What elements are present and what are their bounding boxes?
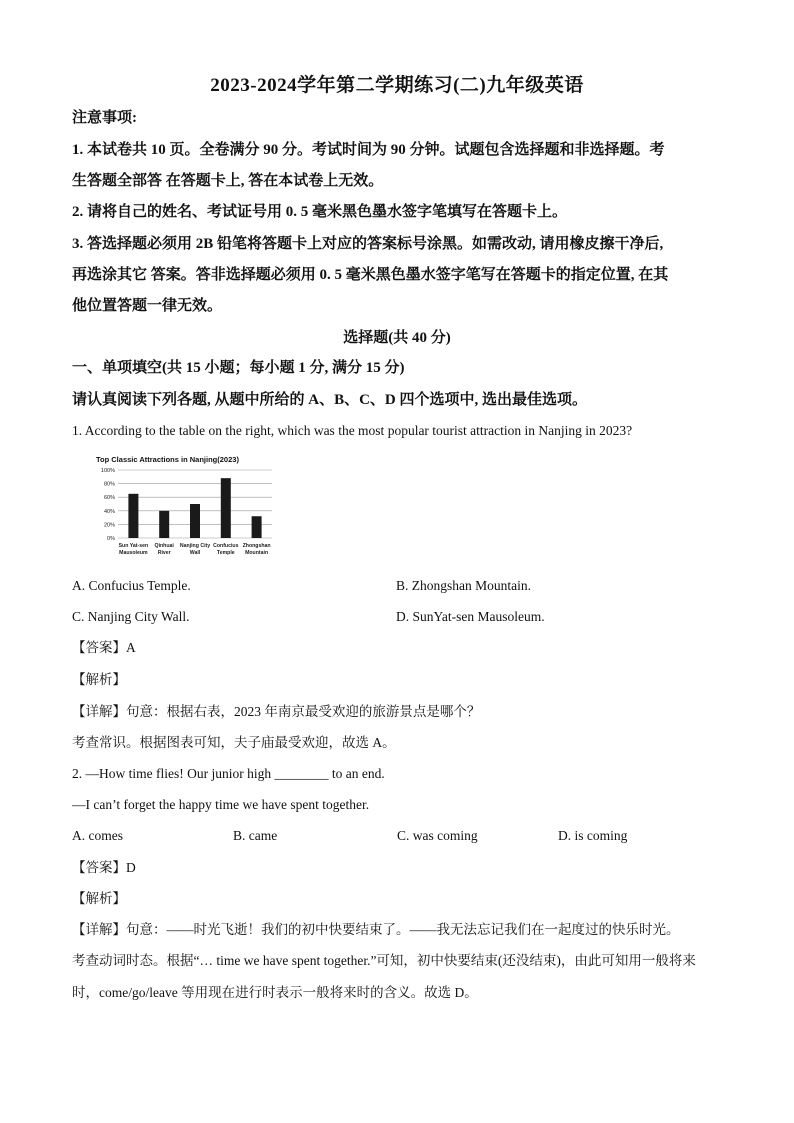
q2-option-b[interactable]: B. came: [233, 828, 278, 843]
notice-heading: 注意事项:: [72, 110, 137, 126]
x-tick-label: Nanjing City: [179, 543, 211, 549]
instruction: 请认真阅读下列各题, 从题中所给的 A、B、C、D 四个选项中, 选出最佳选项。: [72, 392, 588, 408]
x-tick-label: River: [157, 550, 171, 556]
q1-explain: 考查常识。根据图表可知，夫子庙最受欢迎，故选 A。: [72, 735, 396, 750]
q2-detail: 【详解】句意：——时光飞逝！我们的初中快要结束了。——我无法忘记我们在一起度过的快乐时光。: [72, 922, 680, 937]
notice-line: 再选涂其它 答案。答非选择题必须用 0. 5 毫米黑色墨水签字笔写在答题卡的指定位置, 在其: [72, 267, 669, 283]
q2-stem: 2. —How time flies! Our junior high ________ to an end.: [72, 766, 385, 781]
page-title: 2023-2024学年第二学期练习(二)九年级英语: [210, 75, 584, 96]
y-tick-label: 100%: [100, 468, 115, 474]
bar: [128, 494, 138, 538]
y-tick-label: 60%: [103, 495, 115, 502]
q2-option-d[interactable]: D. is coming: [558, 828, 628, 843]
q2-analysis: 【解析】: [72, 891, 126, 906]
section-title: 选择题(共 40 分): [343, 330, 451, 346]
notice-line: 2. 请将自己的姓名、考试证号用 0. 5 毫米黑色墨水签字笔填写在答题卡上。: [72, 204, 568, 220]
x-tick-label: Mausoleum: [119, 550, 148, 556]
chart-title: Top Classic Attractions in Nanjing(2023): [96, 455, 239, 464]
x-tick-label: Wall: [189, 550, 201, 556]
q1-analysis: 【解析】: [72, 672, 126, 687]
q2-option-c[interactable]: C. was coming: [397, 828, 478, 843]
x-tick-label: Confucius: [213, 543, 239, 549]
q1-option-d[interactable]: D. SunYat-sen Mausoleum.: [396, 609, 545, 624]
x-tick-label: Qinhuai: [154, 543, 174, 549]
q2-option-a[interactable]: A. comes: [72, 828, 123, 843]
x-tick-label: Sun Yat-sen: [118, 543, 149, 549]
q2-explain: 考查动词时态。根据“… time we have spent together.”可知，初中快要结束(还没结束)，由此可知用一般将来: [72, 953, 696, 968]
bar: [252, 516, 262, 538]
y-tick-label: 40%: [103, 508, 115, 515]
notice-line: 生答题全部答 在答题卡上, 答在本试卷上无效。: [72, 173, 384, 189]
x-tick-label: Zhongshan: [242, 543, 271, 549]
q2-explain-cont: 时，come/go/leave 等用现在进行时表示一般将来时的含义。故选 D。: [72, 985, 478, 1000]
y-tick-label: 0%: [107, 536, 115, 542]
notice-line: 1. 本试卷共 10 页。全卷满分 90 分。考试时间为 90 分钟。试题包含选择题和非选择题。考: [72, 142, 665, 158]
bar: [159, 511, 169, 538]
part-title: 一、单项填空(共 15 小题；每小题 1 分, 满分 15 分): [72, 360, 405, 376]
bar: [190, 504, 200, 538]
q1-option-c[interactable]: C. Nanjing City Wall.: [72, 609, 190, 624]
notice-line: 他位置答题一律无效。: [72, 298, 223, 314]
y-tick-label: 20%: [103, 522, 115, 529]
notice-line: 3. 答选择题必须用 2B 铅笔将答题卡上对应的答案标号涂黑。如需改动, 请用橡皮擦干净后,: [72, 236, 664, 252]
q1-option-b[interactable]: B. Zhongshan Mountain.: [396, 578, 531, 593]
q1-detail: 【详解】句意：根据右表，2023 年南京最受欢迎的旅游景点是哪个？: [72, 704, 481, 719]
q1-stem: 1. According to the table on the right, which was the most popular tourist attraction in Nanjing in 2023?: [72, 423, 633, 438]
q1-answer: 【答案】A: [72, 640, 136, 655]
y-tick-label: 80%: [103, 481, 115, 488]
bar: [221, 478, 231, 538]
q2-stem-reply: —I can’t forget the happy time we have spent together.: [72, 797, 370, 812]
attractions-chart: [92, 450, 282, 565]
q2-answer: 【答案】D: [72, 860, 136, 875]
q1-option-a[interactable]: A. Confucius Temple.: [72, 578, 191, 593]
x-tick-label: Temple: [216, 550, 235, 556]
x-tick-label: Mountain: [245, 550, 269, 556]
